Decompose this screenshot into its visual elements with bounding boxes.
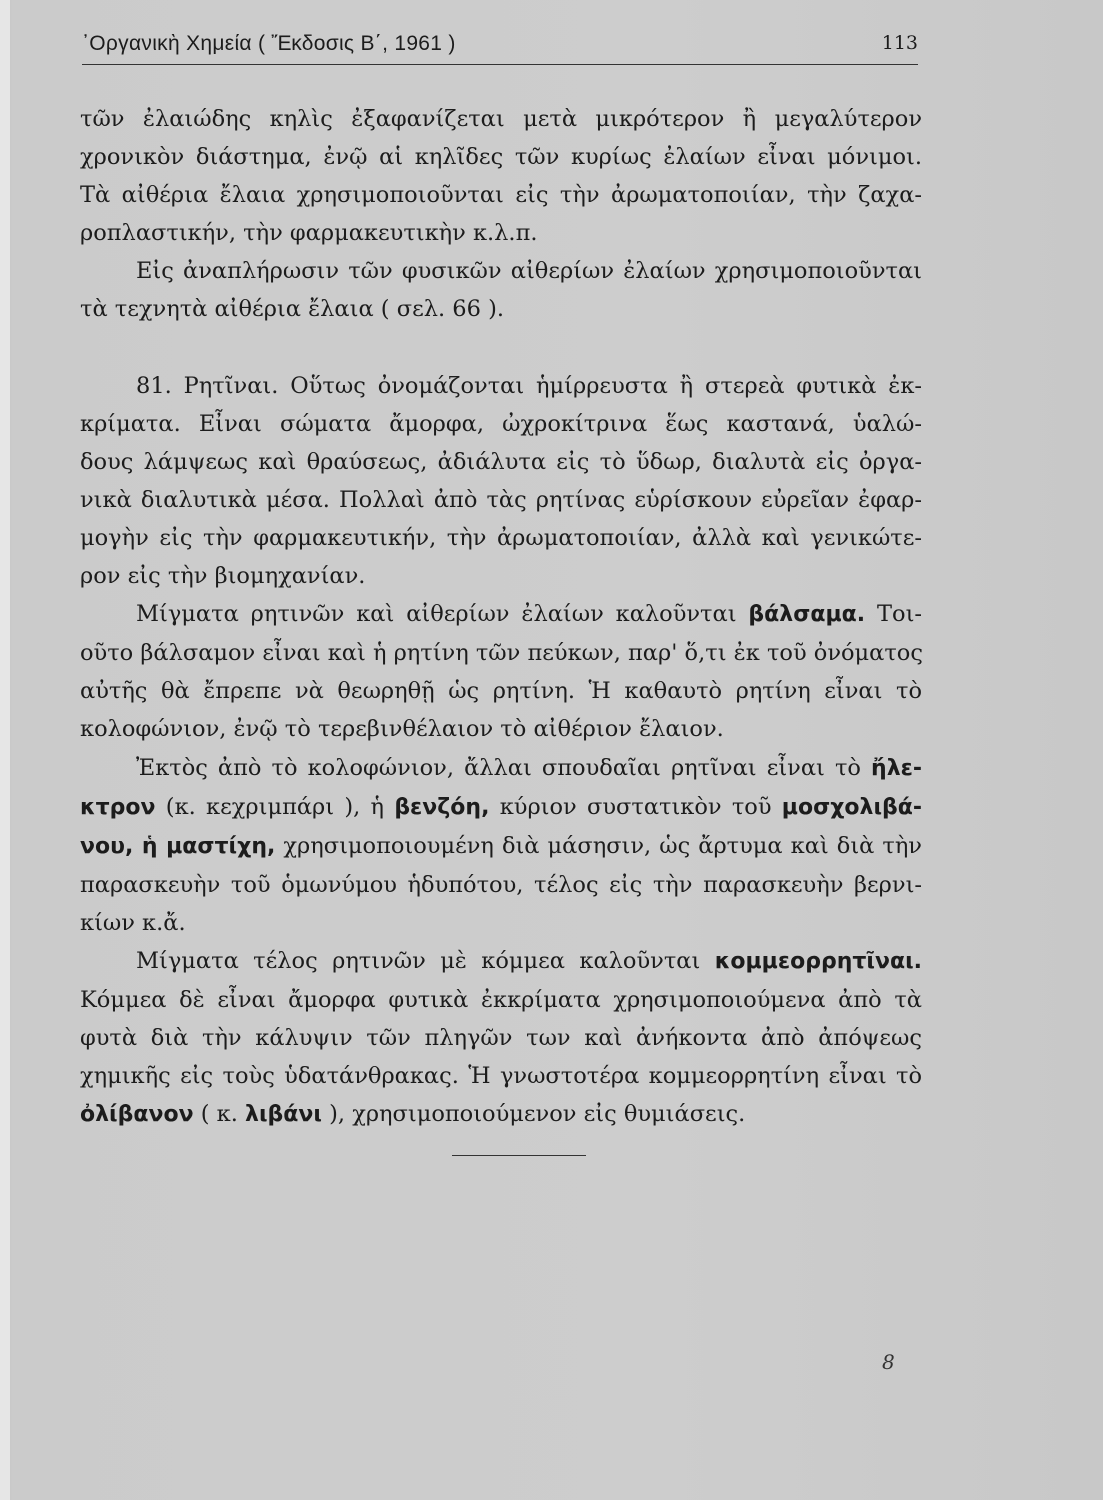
text-line [80, 942, 922, 981]
page-header [82, 28, 918, 64]
text-run: Μίγματα τέλος ρητινῶν μὲ κόμμεα καλοῦνται [136, 947, 701, 974]
bold-term-balsama: βάλσαμα. [748, 602, 866, 628]
running-title: ᾿Οργανικὴ Χημεία ( Ἔκδοσις Β΄, 1961 ) [82, 32, 456, 55]
text-line: χημικῆς εἰς τοὺς ὑδατάνθρακας. Ἡ γνωστοτέρα κομμεορρητίνη εἶναι τὸ [80, 1063, 922, 1090]
text-run: ), χρησιμοποιούμενον εἰς θυμιάσεις. [329, 1101, 746, 1128]
bold-term-mastic: νου, ἡ μαστίχη, [80, 833, 276, 859]
text-line: ρον εἰς τὴν βιομηχανίαν. [80, 563, 366, 590]
text-run: (κ. κεχριμπάρι ), ἡ [165, 793, 385, 820]
text-line: αὐτῆς θὰ ἔπρεπε νὰ θεωρηθῇ ὡς ρητίνη. Ἡ καθαυτὸ ρητίνη εἶναι τὸ [80, 678, 922, 705]
text-line: χρονικὸν διάστημα, ἐνῷ αἱ κηλῖδες τῶν κυρίως ἐλαίων εἶναι μόνιμοι. [80, 144, 922, 171]
page-left-edge [0, 0, 10, 1500]
section-gap [80, 329, 922, 367]
bold-term-livani: λιβάνι [245, 1102, 322, 1128]
text-line [80, 827, 922, 866]
bold-term-frankincense: ὀλίβανον [80, 1102, 194, 1128]
text-line: φυτὰ διὰ τὴν κάλυψιν τῶν πληγῶν των καὶ ἀνήκοντα ἀπὸ ἀπόψεως [80, 1025, 922, 1052]
text-line: ροπλαστικήν, τὴν φαρμακευτικὴν κ.λ.π. [80, 220, 538, 247]
text-line: νικὰ διαλυτικὰ μέσα. Πολλαὶ ἀπὸ τὰς ρητίνας εὑρίσκουν εὐρεῖαν ἐφαρ- [80, 486, 922, 513]
body-text [80, 100, 922, 1134]
text-line: Κόμμεα δὲ εἶναι ἄμορφα φυτικὰ ἐκκρίματα χρησιμοποιούμενα ἀπὸ τὰ [80, 987, 922, 1014]
text-run: Οὕτως ὀνομάζονται ἡμίρρευστα ἢ στερεὰ φυτικὰ ἐκ- [290, 372, 923, 399]
bold-term-amber-cont: κτρον [80, 794, 156, 820]
text-line: παρασκευὴν τοῦ ὁμωνύμου ἡδυπότου, τέλος εἰς τὴν παρασκευὴν βερνι- [80, 871, 922, 898]
text-line: τῶν ἐλαιώδης κηλὶς ἐξαφανίζεται μετὰ μικρότερον ἢ μεγαλύτερον [80, 106, 922, 132]
text-line: κίων κ.ἄ. [80, 909, 186, 936]
header-rule [82, 64, 918, 65]
bold-term-gum-resins: κομμεορρητῖναι. [714, 948, 922, 974]
text-run: κύριον συστατικὸν τοῦ [499, 793, 772, 820]
text-line [80, 749, 922, 788]
text-line: δους λάμψεως καὶ θραύσεως, ἀδιάλυτα εἰς τὸ ὕδωρ, διαλυτὰ εἰς ὀργα- [80, 448, 922, 475]
text-run: Ἐκτὸς ἀπὸ τὸ κολοφώνιον, ἄλλαι σπουδαῖαι ρητῖναι εἶναι τὸ [136, 754, 861, 781]
bold-term-moschoolibanos: μοσχολιβά- [781, 794, 923, 820]
text-line [80, 788, 922, 827]
text-line: οῦτο βάλσαμον εἶναι καὶ ἡ ρητίνη τῶν πεύκων, παρ' ὅ,τι ἐκ τοῦ ὀνόματος [80, 640, 923, 667]
text-line: Εἰς ἀναπλήρωσιν τῶν φυσικῶν αἰθερίων ἐλαίων χρησιμοποιοῦνται [136, 258, 922, 285]
text-line: κολοφώνιον, ἐνῷ τὸ τερεβινθέλαιον τὸ αἰθέριον ἔλαιον. [80, 716, 724, 743]
text-line: Τὰ αἰθέρια ἔλαια χρησιμοποιοῦνται εἰς τὴν ἀρωματοποιίαν, τὴν ζαχα- [80, 182, 922, 209]
text-line: κρίματα. Εἶναι σώματα ἄμορφα, ὠχροκίτρινα ἕως καστανά, ὑαλώ- [80, 410, 922, 437]
bold-term-benzoin: βενζόη, [394, 794, 490, 820]
text-run: Μίγματα ρητινῶν καὶ αἰθερίων ἐλαίων καλοῦνται [136, 601, 737, 628]
signature-mark: 8 [882, 1350, 895, 1374]
text-line [80, 595, 922, 634]
text-line [80, 1095, 922, 1134]
text-run: Τοι- [877, 601, 922, 628]
section-heading-resins: 81. Ρητῖναι. [136, 372, 279, 399]
chapter-end-rule [452, 1155, 586, 1156]
page-number: 113 [881, 32, 918, 54]
text-line: μογὴν εἰς τὴν φαρμακευτικήν, τὴν ἀρωματοποιίαν, ἀλλὰ καὶ γενικώτε- [80, 524, 922, 551]
text-run: χρησιμοποιουμένη διὰ μάσησιν, ὡς ἄρτυμα καὶ διὰ τὴν [283, 832, 922, 859]
text-line: τὰ τεχνητὰ αἰθέρια ἔλαια ( σελ. 66 ). [80, 296, 505, 323]
text-run: ( κ. [200, 1101, 238, 1128]
text-line [80, 367, 922, 405]
bold-term-amber: ἤλε- [871, 755, 923, 781]
